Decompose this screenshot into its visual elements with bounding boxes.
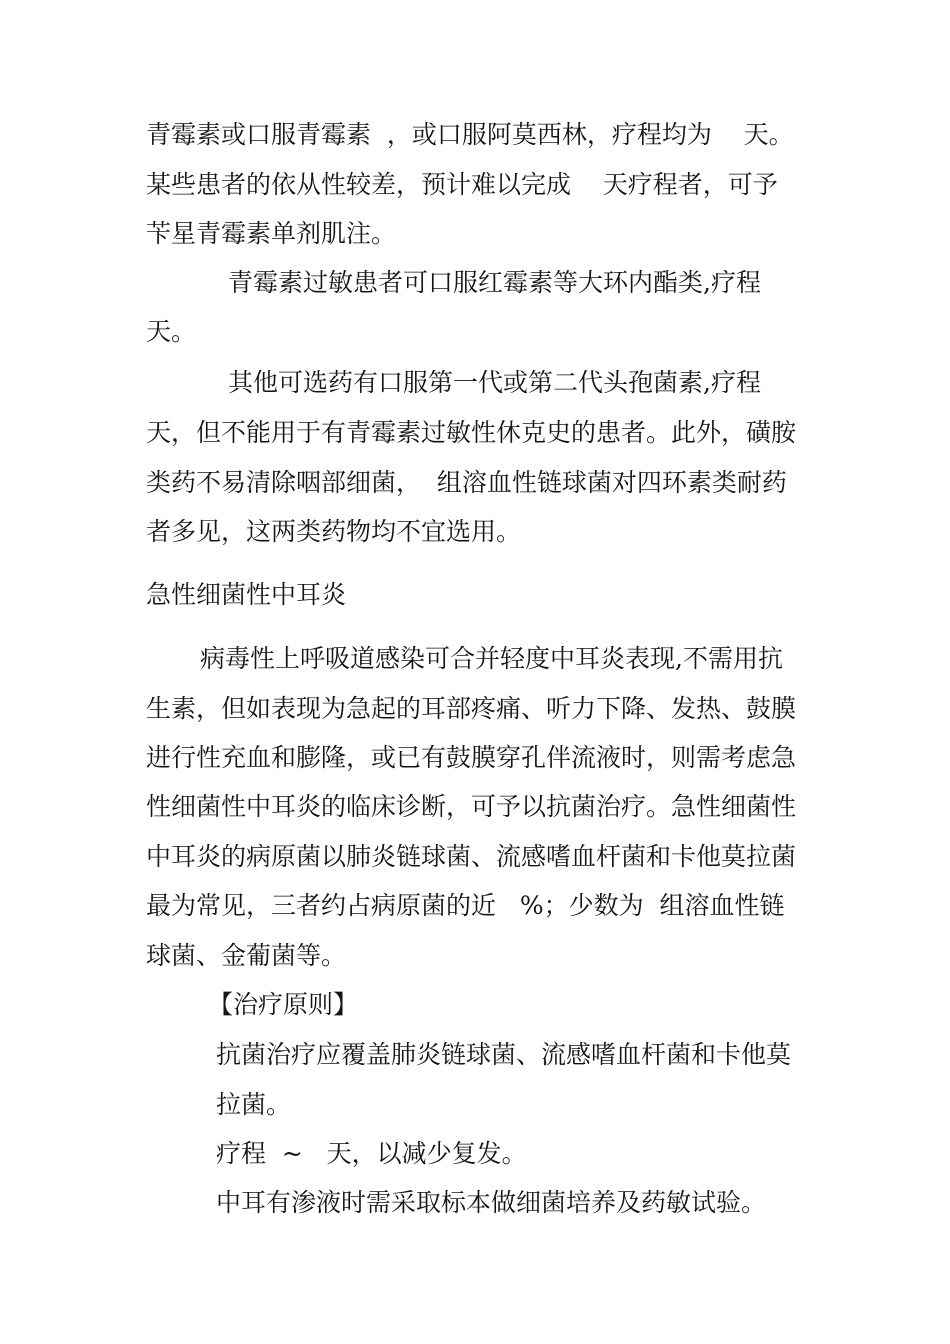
text-line: 抗菌治疗应覆盖肺炎链球菌、流感嗜血杆菌和卡他莫 [216,1040,792,1069]
text-line: 病毒性上呼吸道感染可合并轻度中耳炎表现,不需用抗 [200,644,783,673]
text-line: 者多见，这两类药物均不宜选用。 [146,517,522,546]
text-line: 类药不易清除咽部细菌， 组溶血性链球菌对四环素类耐药 [146,468,787,497]
text-line: 最为常见，三者约占病原菌的近 %；少数为 组溶血性链 [146,891,785,920]
text-line: 青霉素过敏患者可口服红霉素等大环内酯类,疗程 [228,268,761,297]
text-line: 性细菌性中耳炎的临床诊断，可予以抗菌治疗。急性细菌性 [146,792,797,821]
text-line: 球菌、金葡菌等。 [146,941,347,970]
text-line: 某些患者的依从性较差，预计难以完成 天疗程者，可予 [146,170,778,199]
text-line: 其他可选药有口服第一代或第二代头孢菌素,疗程 [228,368,761,397]
subsection-heading: 【治疗原则】 [208,990,359,1019]
text-line: 天。 [146,317,197,346]
text-line: 天，但不能用于有青霉素过敏性休克史的患者。此外，磺胺 [146,418,797,447]
section-heading: 急性细菌性中耳炎 [146,580,347,609]
text-line: 青霉素或口服青霉素 ，或口服阿莫西林，疗程均为 天。 [146,120,794,149]
text-line: 拉菌。 [216,1090,292,1119]
text-line: 生素，但如表现为急起的耳部疼痛、听力下降、发热、鼓膜 [146,694,797,723]
text-line: 进行性充血和膨隆，或已有鼓膜穿孔伴流液时，则需考虑急 [146,743,797,772]
text-line: 中耳有渗液时需采取标本做细菌培养及药敏试验。 [216,1188,767,1217]
text-line: 中耳炎的病原菌以肺炎链球菌、流感嗜血杆菌和卡他莫拉菌 [146,842,797,871]
text-line: 疗程 ~ 天，以减少复发。 [216,1139,527,1168]
text-line: 苄星青霉素单剂肌注。 [146,219,397,248]
